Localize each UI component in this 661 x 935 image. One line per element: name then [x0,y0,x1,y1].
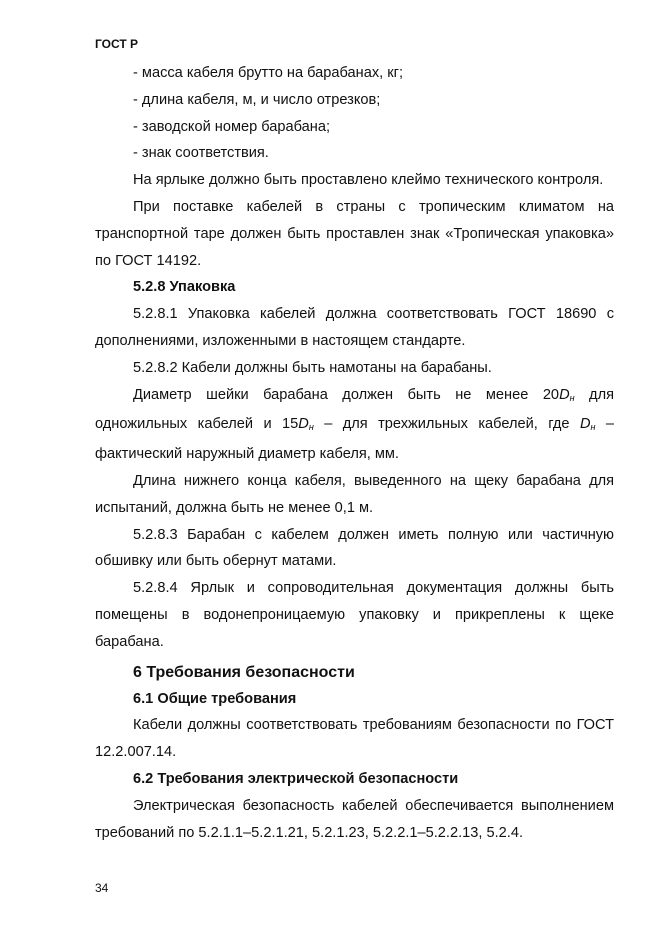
symbol-subscript: н [308,422,314,433]
section-heading-6-1: 6.1 Общие требования [133,690,297,707]
symbol-subscript: н [590,422,596,433]
paragraph-6-2: Электрическая безопасность кабелей обеспечивается выполнением требований по 5.2.1.1–5.2.1.21, 5.2.1.23, 5.2.2.1–5.2.2.13, 5.2.4. [95,797,614,841]
drum-text-3: – для трехжильных кабелей, где [313,416,580,433]
list-item: - длина кабеля, м, и число отрезков; [133,91,381,108]
page-number: 34 [95,881,109,895]
list-item: - знак соответствия. [133,145,269,162]
paragraph-6-1: Кабели должны соответствовать требованиям безопасности по ГОСТ 12.2.007.14. [95,717,614,761]
paragraph-5-2-8-2: 5.2.8.2 Кабели должны быть намотаны на барабаны. [133,359,492,376]
list-item: - заводской номер барабана; [133,118,331,135]
page-content [95,60,614,846]
paragraph-lower-end: Длина нижнего конца кабеля, выведенного на щеку барабана для испытаний, должна быть не менее 0,1 м. [95,472,614,516]
paragraph-5-2-8-3: 5.2.8.3 Барабан с кабелем должен иметь полную или частичную обшивку или быть обернут матами. [95,526,614,570]
list-item: - масса кабеля брутто на барабанах, кг; [133,65,404,81]
paragraph-5-2-8-1: 5.2.8.1 Упаковка кабелей должна соответствовать ГОСТ 18690 с дополнениями, изложенными в настоящем стандарте. [95,306,614,349]
section-heading-5-2-8: 5.2.8 Упаковка [133,279,236,296]
paragraph-drum-diameter [95,382,614,468]
paragraph-5-2-8-4: 5.2.8.4 Ярлык и сопроводительная документация должны быть помещены в водонепроницаемую упаковку и прикреплены к щеке барабана. [95,580,614,650]
page-header: ГОСТ Р [95,37,139,51]
section-heading-6-2: 6.2 Требования электрической безопасности [133,770,459,787]
drum-text-1: Диаметр шейки барабана должен быть не менее 20 [133,386,560,403]
symbol-d: D [298,416,309,433]
paragraph-stamp: На ярлыке должно быть проставлено клеймо технического контроля. [133,172,604,189]
drum-text-2: для одножильных кабелей и 15 [95,386,614,433]
paragraph-tropical: При поставке кабелей в страны с тропическим климатом на транспортной таре должен быть проставлен знак «Тропическая упаковка» по ГОСТ 14192. [95,198,614,269]
section-heading-6: 6 Требования безопасности [133,663,355,681]
drum-text-4: – фактический наружный диаметр кабеля, мм. [95,416,614,463]
symbol-d: D [579,416,591,433]
symbol-d: D [559,386,570,403]
symbol-subscript: н [569,392,575,403]
